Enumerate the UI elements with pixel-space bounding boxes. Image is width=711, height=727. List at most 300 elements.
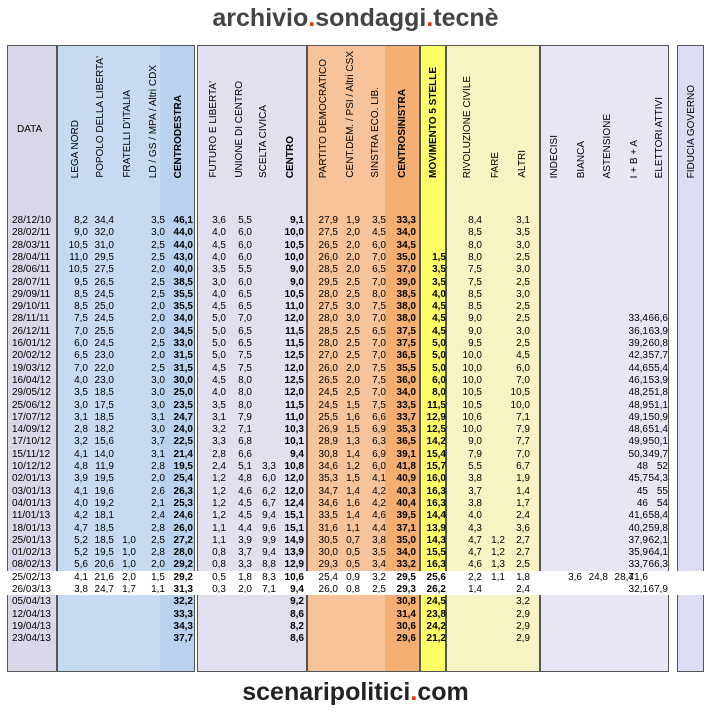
- table-cell: 2,8: [151, 461, 165, 472]
- table-cell: 4,3: [468, 522, 482, 534]
- table-cell: 3,0: [74, 399, 88, 411]
- table-cell: 10,6: [284, 571, 304, 583]
- title-dot: .: [426, 4, 434, 32]
- table-cell: 1,5: [346, 424, 360, 436]
- table-cell: 23,0: [94, 350, 114, 362]
- title-text: archivio: [212, 4, 309, 32]
- table-cell: 13,9: [284, 547, 304, 559]
- table-cell: 26,2: [426, 584, 446, 595]
- table-cell: 7,1: [238, 424, 252, 436]
- table-cell: 36,1: [628, 325, 648, 337]
- table-cell: 2,4: [212, 461, 226, 472]
- table-cell: 41,6: [628, 510, 648, 522]
- table-cell: 11,5: [285, 338, 304, 349]
- table-cell: 14,9: [284, 534, 304, 546]
- table-cell: 3,0: [151, 387, 165, 399]
- table-cell: 10,0: [284, 227, 304, 239]
- table-cell: 4,0: [212, 227, 226, 239]
- table-cell: 4,5: [372, 227, 386, 239]
- table-cell: 27,5: [94, 264, 114, 276]
- table-cell: 12,0: [284, 473, 304, 485]
- table-cell: 0,5: [212, 571, 226, 583]
- table-cell: 3,8: [372, 534, 386, 546]
- table-cell: 1,9: [516, 473, 530, 485]
- table-cell: 5,0: [432, 362, 446, 374]
- table-cell: 24,5: [94, 313, 114, 325]
- table-cell: 2,4: [151, 510, 165, 522]
- table-cell: 64,1: [648, 547, 668, 559]
- column-header: CENTROSINISTRA: [397, 89, 408, 178]
- table-cell: 1,4: [346, 510, 360, 522]
- row-date: 16/04/12: [12, 374, 51, 386]
- table-cell: 34,7: [318, 485, 338, 497]
- table-cell: 39,2: [628, 338, 648, 349]
- footer-site: [0, 678, 711, 707]
- table-cell: 2,9: [516, 620, 530, 632]
- table-cell: 1,0: [122, 547, 136, 559]
- table-cell: 7,5: [372, 301, 386, 313]
- table-cell: 3,0: [212, 276, 226, 288]
- table-cell: 1,4: [346, 485, 360, 497]
- table-cell: 40,2: [628, 522, 648, 534]
- table-cell: 1,7: [516, 497, 530, 509]
- table-cell: 4,5: [238, 497, 252, 509]
- table-cell: 26,5: [94, 276, 114, 288]
- table-cell: 18,5: [94, 522, 114, 534]
- table-cell: 9,0: [74, 227, 88, 239]
- table-cell: 8,0: [468, 251, 482, 263]
- column-header: BIANCA: [576, 140, 587, 178]
- row-date: 28/07/11: [12, 276, 51, 288]
- table-cell: 5,0: [432, 338, 446, 349]
- table-cell: 7,5: [238, 362, 252, 374]
- table-cell: 4,0: [468, 510, 482, 522]
- table-cell: 10,0: [462, 424, 482, 436]
- row-date: 19/03/12: [12, 362, 51, 374]
- table-cell: 28,0: [318, 288, 338, 300]
- table-cell: 23,5: [173, 399, 193, 411]
- table-cell: 4,5: [238, 510, 252, 522]
- table-cell: 4,5: [212, 239, 226, 251]
- table-cell: 5,5: [238, 264, 252, 276]
- table-cell: 0,5: [346, 559, 360, 571]
- table-cell: 7,5: [238, 350, 252, 362]
- table-cell: 20,6: [94, 559, 114, 571]
- table-cell: 2,5: [346, 325, 360, 337]
- table-cell: 3,2: [212, 424, 226, 436]
- table-cell: 12,0: [284, 313, 304, 325]
- table-cell: 9,2: [290, 596, 304, 608]
- row-date: 28/06/11: [12, 264, 51, 276]
- table-cell: 11,5: [285, 399, 304, 411]
- column-header: RIVOLUZIONE CIVILE: [462, 75, 473, 178]
- table-cell: 6,7: [516, 461, 530, 472]
- table-cell: 2,5: [516, 301, 530, 313]
- column-header: UNIONE DI CENTRO: [234, 81, 245, 178]
- table-cell: 31,0: [94, 239, 114, 251]
- table-cell: 18,1: [94, 510, 114, 522]
- table-cell: 29,5: [94, 251, 114, 263]
- table-cell: 15,1: [284, 522, 304, 534]
- table-cell: 8,2: [74, 215, 88, 226]
- table-cell: 10,8: [284, 461, 304, 472]
- table-cell: 49,7: [648, 448, 668, 460]
- table-cell: 12,4: [284, 497, 304, 509]
- column-header: FRATELLI D'ITALIA: [122, 90, 133, 178]
- table-cell: 2,5: [516, 559, 530, 571]
- table-cell: 8,0: [238, 387, 252, 399]
- table-cell: 7,1: [262, 584, 276, 595]
- table-cell: 8,0: [238, 374, 252, 386]
- table-cell: 1,1: [346, 522, 360, 534]
- table-cell: 2,0: [238, 584, 252, 595]
- table-cell: 25,4: [173, 473, 193, 485]
- table-cell: 16,3: [426, 485, 446, 497]
- row-date: 16/01/12: [12, 338, 51, 349]
- table-cell: 8,6: [290, 633, 304, 645]
- table-cell: 19,2: [94, 497, 114, 509]
- title-text: tecnè: [433, 4, 499, 32]
- table-cell: 45: [636, 485, 648, 497]
- table-cell: 7,9: [468, 448, 482, 460]
- table-cell: 3,7: [151, 436, 165, 448]
- table-cell: 15,7: [426, 461, 446, 472]
- table-cell: 26,5: [318, 374, 338, 386]
- table-cell: 4,5: [212, 301, 226, 313]
- table-cell: 30,8: [318, 448, 338, 460]
- table-cell: 4,2: [372, 497, 386, 509]
- row-date: 02/01/13: [12, 473, 51, 485]
- table-cell: 26,0: [318, 584, 338, 595]
- table-cell: 37,7: [173, 633, 193, 645]
- footer-text: scenaripolitici: [242, 678, 411, 706]
- table-cell: 29,2: [173, 571, 193, 583]
- table-cell: 2,1: [151, 497, 165, 509]
- table-cell: 39,1: [396, 448, 416, 460]
- table-cell: 48,2: [628, 387, 648, 399]
- table-cell: 7,0: [74, 362, 88, 374]
- table-cell: 1,2: [212, 473, 226, 485]
- table-cell: 6,0: [238, 251, 252, 263]
- table-cell: 14,4: [426, 510, 446, 522]
- table-cell: 31,3: [173, 584, 193, 595]
- table-cell: 7,0: [372, 350, 386, 362]
- table-cell: 8,3: [262, 571, 276, 583]
- table-cell: 1,0: [122, 534, 136, 546]
- table-cell: 12,0: [284, 387, 304, 399]
- row-date: 17/10/12: [12, 436, 51, 448]
- table-cell: 3,1: [151, 448, 165, 460]
- table-cell: 2,8: [74, 424, 88, 436]
- table-cell: 10,5: [462, 399, 482, 411]
- table-cell: 1,3: [346, 436, 360, 448]
- table-cell: 5,5: [468, 461, 482, 472]
- table-cell: 0,8: [346, 584, 360, 595]
- footer-dot: .: [410, 678, 418, 706]
- table-cell: 5,2: [74, 547, 88, 559]
- table-cell: 2,0: [151, 473, 165, 485]
- table-cell: 1,1: [491, 571, 505, 583]
- table-cell: 5,0: [212, 350, 226, 362]
- table-cell: 11,5: [285, 325, 304, 337]
- table-cell: 18,5: [94, 387, 114, 399]
- table-cell: 27,2: [173, 534, 193, 546]
- table-cell: 2,5: [346, 338, 360, 349]
- table-cell: 9,5: [74, 276, 88, 288]
- table-cell: 11,9: [95, 461, 114, 472]
- table-cell: 3,8: [468, 473, 482, 485]
- table-cell: 50,3: [628, 448, 648, 460]
- table-cell: 1,2: [491, 534, 505, 546]
- table-cell: 26,0: [318, 251, 338, 263]
- table-cell: 6,5: [238, 288, 252, 300]
- table-cell: 2,5: [151, 338, 165, 349]
- table-cell: 29,5: [396, 571, 416, 583]
- table-cell: 36,5: [396, 350, 416, 362]
- table-cell: 3,2: [74, 436, 88, 448]
- table-cell: 2,5: [151, 239, 165, 251]
- table-cell: 28,0: [318, 313, 338, 325]
- table-cell: 55,4: [648, 362, 668, 374]
- table-cell: 1,3: [491, 559, 505, 571]
- table-cell: 0,8: [212, 547, 226, 559]
- table-cell: 3,6: [516, 522, 530, 534]
- table-cell: 16,3: [426, 559, 446, 571]
- column-header: SCELTA CIVICA: [258, 105, 269, 178]
- table-cell: 10,1: [284, 436, 304, 448]
- table-cell: 11,0: [285, 301, 304, 313]
- table-cell: 19,6: [94, 485, 114, 497]
- table-cell: 11,0: [285, 411, 304, 423]
- table-cell: 26,3: [173, 485, 193, 497]
- table-cell: 3,5: [372, 547, 386, 559]
- table-cell: 28,5: [318, 325, 338, 337]
- table-cell: 23,0: [94, 374, 114, 386]
- table-cell: 10,3: [284, 424, 304, 436]
- table-cell: 40,4: [396, 497, 416, 509]
- table-cell: 17,5: [94, 399, 114, 411]
- table-cell: 3,6: [568, 571, 582, 583]
- table-cell: 36,5: [396, 436, 416, 448]
- table-cell: 5,0: [212, 313, 226, 325]
- table-cell: 3,6: [212, 215, 226, 226]
- table-cell: 6,0: [74, 338, 88, 349]
- table-cell: 4,5: [432, 301, 446, 313]
- table-cell: 3,1: [516, 215, 530, 226]
- table-cell: 25,4: [318, 571, 338, 583]
- table-cell: 9,4: [290, 448, 304, 460]
- table-cell: 24,8: [588, 571, 608, 583]
- table-cell: 2,0: [151, 559, 165, 571]
- table-cell: 2,0: [151, 350, 165, 362]
- table-cell: 4,6: [372, 510, 386, 522]
- table-cell: 7,1: [516, 411, 530, 423]
- column-header: FARE: [490, 151, 501, 178]
- table-cell: 31,6: [318, 522, 338, 534]
- table-cell: 21,4: [173, 448, 193, 460]
- table-cell: 1,5: [346, 473, 360, 485]
- row-date: 25/02/13: [12, 571, 51, 583]
- table-cell: 31,5: [173, 350, 193, 362]
- table-cell: 48,9: [628, 399, 648, 411]
- row-date: 10/12/12: [12, 461, 51, 472]
- table-cell: 7,7: [516, 436, 530, 448]
- table-cell: 22,0: [94, 362, 114, 374]
- table-cell: 6,9: [372, 448, 386, 460]
- table-cell: 46,1: [173, 215, 193, 226]
- table-cell: 3,9: [238, 534, 252, 546]
- table-cell: 34,3: [173, 620, 193, 632]
- table-cell: 24,5: [318, 387, 338, 399]
- table-cell: 2,4: [516, 584, 530, 595]
- column-header: CENTRO: [285, 135, 296, 178]
- table-cell: 4,5: [432, 325, 446, 337]
- table-cell: 0,3: [212, 584, 226, 595]
- table-cell: 1,1: [151, 584, 165, 595]
- table-cell: 58,4: [648, 510, 668, 522]
- table-cell: 2,8: [151, 522, 165, 534]
- title-dot: .: [308, 4, 316, 32]
- table-cell: 6,5: [74, 350, 88, 362]
- table-cell: 6,7: [262, 497, 276, 509]
- table-cell: 1,4: [516, 485, 530, 497]
- table-cell: 2,0: [346, 227, 360, 239]
- table-cell: 2,9: [516, 633, 530, 645]
- table-cell: 3,0: [151, 227, 165, 239]
- table-cell: 7,0: [372, 313, 386, 325]
- table-cell: 4,1: [74, 485, 88, 497]
- table-cell: 54,3: [648, 473, 668, 485]
- table-cell: 10,5: [284, 288, 304, 300]
- table-cell: 35,5: [396, 362, 416, 374]
- table-cell: 7,0: [74, 325, 88, 337]
- table-cell: 5,1: [238, 461, 252, 472]
- table-cell: 2,5: [346, 288, 360, 300]
- table-cell: 1,9: [346, 215, 360, 226]
- row-date: 01/02/13: [12, 547, 51, 559]
- table-cell: 6,0: [238, 227, 252, 239]
- table-cell: 1,2: [212, 485, 226, 497]
- table-cell: 37,5: [396, 338, 416, 349]
- table-cell: 6,5: [238, 325, 252, 337]
- column-header: ALTRI: [517, 150, 528, 178]
- table-cell: 27,9: [318, 215, 338, 226]
- row-date: 03/01/13: [12, 485, 51, 497]
- table-cell: 5,6: [74, 559, 88, 571]
- table-cell: 1,2: [212, 497, 226, 509]
- table-cell: 3,2: [516, 596, 530, 608]
- table-cell: 59,8: [648, 522, 668, 534]
- table-cell: 10,5: [68, 264, 88, 276]
- table-cell: 24,7: [173, 411, 193, 423]
- table-cell: 46: [636, 497, 648, 509]
- table-cell: 8,8: [262, 559, 276, 571]
- row-date: 29/09/11: [12, 288, 51, 300]
- table-cell: 28,0: [173, 547, 193, 559]
- table-cell: 24,5: [318, 399, 338, 411]
- column-header: ASTENSIONE: [602, 113, 613, 178]
- table-cell: 9,6: [262, 522, 276, 534]
- table-cell: 10,5: [510, 387, 530, 399]
- column-header: CENT.DEM. / PSI / Altri CSX: [345, 51, 356, 178]
- table-cell: 28,4: [614, 571, 634, 583]
- table-cell: 30,6: [396, 620, 416, 632]
- table-cell: 16,0: [426, 473, 446, 485]
- table-cell: 2,2: [468, 571, 482, 583]
- table-cell: 10,5: [68, 239, 88, 251]
- table-cell: 6,6: [372, 411, 386, 423]
- table-cell: 7,5: [468, 264, 482, 276]
- table-cell: 3,4: [372, 559, 386, 571]
- table-cell: 27,5: [318, 227, 338, 239]
- table-cell: 13,9: [426, 522, 446, 534]
- table-cell: 29,3: [318, 559, 338, 571]
- table-cell: 2,0: [151, 301, 165, 313]
- table-cell: 2,8: [151, 547, 165, 559]
- table-cell: 8,5: [74, 288, 88, 300]
- table-cell: 15,4: [426, 448, 446, 460]
- table-cell: 3,0: [151, 399, 165, 411]
- table-cell: 6,5: [238, 301, 252, 313]
- row-date: 18/01/13: [12, 522, 51, 534]
- table-cell: 38,5: [173, 276, 193, 288]
- table-cell: 2,5: [516, 313, 530, 325]
- table-cell: 34,0: [396, 227, 416, 239]
- table-cell: 30,0: [173, 374, 193, 386]
- table-cell: 4,1: [74, 448, 88, 460]
- table-cell: 37,1: [396, 522, 416, 534]
- table-cell: 1,5: [432, 251, 446, 263]
- column-header: POPOLO DELLA LIBERTA': [95, 56, 106, 178]
- table-cell: 18,2: [94, 424, 114, 436]
- table-cell: 33,3: [396, 215, 416, 226]
- table-cell: 33,7: [628, 559, 648, 571]
- table-cell: 0,5: [346, 547, 360, 559]
- table-cell: 24,5: [426, 596, 446, 608]
- table-cell: 14,2: [426, 436, 446, 448]
- table-cell: 25,0: [94, 301, 114, 313]
- table-cell: 6,0: [432, 374, 446, 386]
- table-cell: 10,0: [462, 350, 482, 362]
- table-cell: 4,0: [432, 288, 446, 300]
- table-cell: 28,5: [318, 264, 338, 276]
- table-cell: 54: [656, 497, 668, 509]
- table-cell: 12,9: [426, 411, 446, 423]
- table-cell: 41,8: [396, 461, 416, 472]
- table-cell: 4,6: [238, 485, 252, 497]
- table-cell: 8,5: [74, 301, 88, 313]
- table-cell: 42,3: [628, 350, 648, 362]
- table-cell: 9,4: [290, 584, 304, 595]
- table-cell: 4,5: [432, 313, 446, 325]
- table-cell: 3,5: [212, 399, 226, 411]
- table-cell: 0,8: [212, 559, 226, 571]
- table-cell: 35,5: [173, 288, 193, 300]
- row-date: 28/03/11: [12, 239, 51, 251]
- table-cell: 7,0: [372, 338, 386, 349]
- table-cell: 4,5: [516, 350, 530, 362]
- table-cell: 2,5: [151, 288, 165, 300]
- table-cell: 6,0: [372, 461, 386, 472]
- table-cell: 3,7: [238, 547, 252, 559]
- table-cell: 1,2: [346, 461, 360, 472]
- table-cell: 51,4: [648, 424, 668, 436]
- table-cell: 34,0: [396, 387, 416, 399]
- table-cell: 12,0: [284, 485, 304, 497]
- table-cell: 3,1: [212, 411, 226, 423]
- table-cell: 24,0: [173, 424, 193, 436]
- table-cell: 6,8: [238, 436, 252, 448]
